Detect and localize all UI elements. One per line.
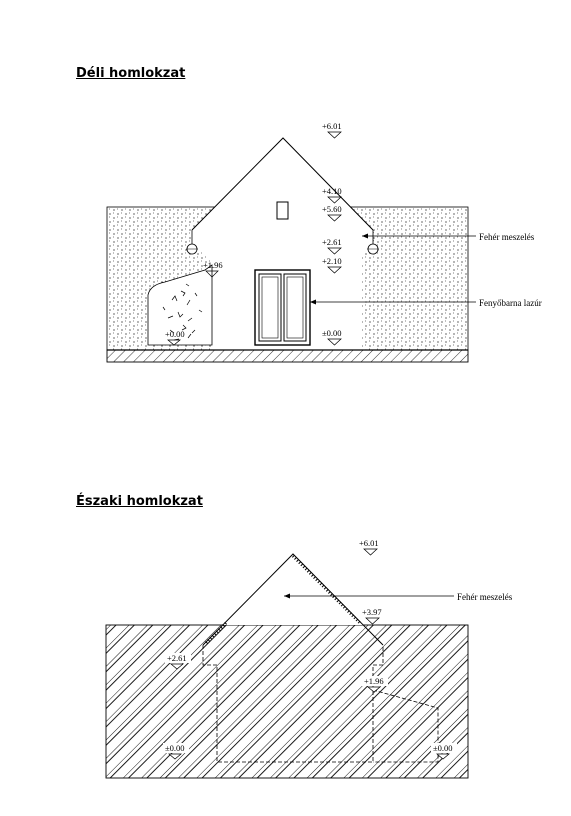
south-elevation — [107, 121, 542, 362]
attic-window — [277, 202, 288, 219]
level-label: +4.10 — [322, 186, 342, 196]
level-label: +1.96 — [364, 676, 384, 686]
level-label: ±0.00 — [322, 328, 342, 338]
level-label: +1.96 — [203, 260, 223, 270]
level-marker — [322, 121, 342, 138]
north-elevation-title: Északi homlokzat — [76, 494, 203, 509]
double-door — [255, 270, 310, 345]
level-label: +2.61 — [167, 653, 187, 663]
level-label: +5.60 — [322, 204, 342, 214]
south-ground — [107, 350, 468, 362]
level-label: ±0.00 — [165, 743, 185, 753]
level-label: +6.01 — [359, 538, 379, 548]
level-label: +2.10 — [322, 256, 342, 266]
annotation-label: Fenyőbarna lazúr — [479, 298, 542, 308]
level-marker — [359, 538, 379, 555]
level-label: +0.00 — [165, 329, 185, 339]
level-label: +3.97 — [362, 607, 382, 617]
level-label: ±0.00 — [433, 743, 453, 753]
north-elevation — [106, 538, 513, 778]
south-elevation-title: Déli homlokzat — [76, 66, 186, 81]
level-label: +2.61 — [322, 237, 342, 247]
annotation-label: Fehér meszelés — [479, 232, 535, 242]
annotation-label: Fehér meszelés — [457, 592, 513, 602]
level-marker — [362, 607, 382, 624]
level-label: +6.01 — [322, 121, 342, 131]
